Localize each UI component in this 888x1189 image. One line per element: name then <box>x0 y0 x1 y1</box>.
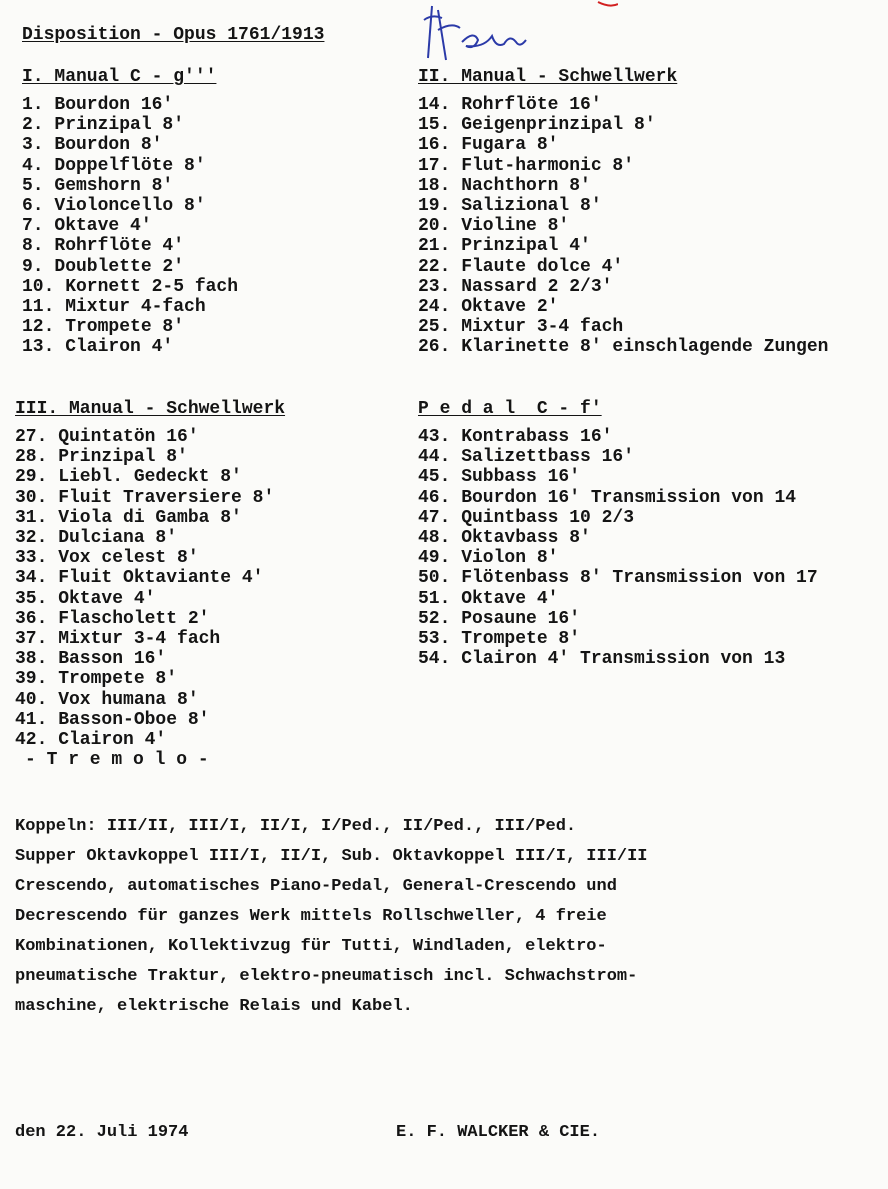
stop-item: 11. Mixtur 4-fach <box>22 297 206 318</box>
tremolo-line: - T r e m o l o - <box>25 750 209 771</box>
stop-item: 26. Klarinette 8' einschlagende Zungen <box>418 337 829 358</box>
stop-item: 5. Gemshorn 8' <box>22 175 174 196</box>
stop-item: 18. Nachthorn 8' <box>418 175 591 196</box>
pedal-heading: P e d a l C - f' <box>418 399 602 419</box>
stop-item: 25. Mixtur 3-4 fach <box>418 317 624 338</box>
stop-item: 36. Flascholett 2' <box>15 608 210 629</box>
manual-2-stop-list <box>418 95 828 358</box>
manual-3-stop-list <box>15 427 274 770</box>
stop-item: 41. Basson-Oboe 8' <box>15 709 210 730</box>
stop-item: 39. Trompete 8' <box>15 669 178 690</box>
stop-item: 48. Oktavbass 8' <box>418 528 591 549</box>
stop-item: 40. Vox humana 8' <box>15 689 199 710</box>
stop-item: 1. Bourdon 16' <box>22 95 174 115</box>
stop-item: 14. Rohrflöte 16' <box>418 95 602 115</box>
stop-item: 50. Flötenbass 8' Transmission von 17 <box>418 568 818 589</box>
manual-1-heading: I. Manual C - g''' <box>22 67 217 87</box>
stop-item: 3. Bourdon 8' <box>22 135 163 156</box>
stop-item: 44. Salizettbass 16' <box>418 447 635 468</box>
document-title: Disposition - Opus 1761/1913 <box>22 25 325 45</box>
stop-item: 37. Mixtur 3-4 fach <box>15 629 221 650</box>
manual-1-stop-list <box>22 95 238 358</box>
footer-company: E. F. WALCKER & CIE. <box>396 1123 601 1142</box>
stop-item: 45. Subbass 16' <box>418 467 581 488</box>
stop-item: 27. Quintatön 16' <box>15 427 199 447</box>
stop-item: 7. Oktave 4' <box>22 216 152 237</box>
stop-item: 17. Flut-harmonic 8' <box>418 155 635 176</box>
stop-item: 42. Clairon 4' <box>15 730 167 751</box>
stop-item: 19. Salizional 8' <box>418 196 602 217</box>
pedal-stop-list <box>418 427 818 669</box>
stop-item: 46. Bourdon 16' Transmission von 14 <box>418 487 797 508</box>
stop-item: 33. Vox celest 8' <box>15 548 199 569</box>
koppeln-line: Kombinationen, Kollektivzug für Tutti, Windladen, elektro- <box>15 937 607 956</box>
stop-item: 30. Fluit Traversiere 8' <box>15 487 275 508</box>
stop-item: 9. Doublette 2' <box>22 256 185 277</box>
stop-item: 35. Oktave 4' <box>15 588 156 609</box>
stop-item: 31. Viola di Gamba 8' <box>15 507 242 528</box>
stop-item: 38. Basson 16' <box>15 649 167 670</box>
stop-item: 51. Oktave 4' <box>418 588 559 609</box>
koppeln-line: Crescendo, automatisches Piano-Pedal, General-Crescendo und <box>15 877 617 896</box>
stop-item: 10. Kornett 2-5 fach <box>22 276 239 297</box>
stop-item: 34. Fluit Oktaviante 4' <box>15 568 264 589</box>
stop-item: 52. Posaune 16' <box>418 608 581 629</box>
stop-item: 47. Quintbass 10 2/3 <box>418 507 635 528</box>
koppeln-line: pneumatische Traktur, elektro-pneumatisch incl. Schwachstrom- <box>15 967 638 986</box>
footer-date: den 22. Juli 1974 <box>15 1123 189 1142</box>
stop-item: 49. Violon 8' <box>418 548 559 569</box>
manual-3-heading: III. Manual - Schwellwerk <box>15 399 286 419</box>
stop-item: 6. Violoncello 8' <box>22 196 206 217</box>
koppeln-line: Supper Oktavkoppel III/I, II/I, Sub. Oktavkoppel III/I, III/II <box>15 847 648 866</box>
stop-item: 4. Doppelflöte 8' <box>22 155 206 176</box>
stop-item: 13. Clairon 4' <box>22 337 174 358</box>
stop-item: 29. Liebl. Gedeckt 8' <box>15 467 242 488</box>
koppeln-line: Koppeln: III/II, III/I, II/I, I/Ped., II/Ped., III/Ped. <box>15 817 577 836</box>
handwritten-note <box>418 0 618 70</box>
stop-item: 23. Nassard 2 2/3' <box>418 276 613 297</box>
stop-item: 16. Fugara 8' <box>418 135 559 156</box>
koppeln-line: maschine, elektrische Relais und Kabel. <box>15 997 413 1016</box>
stop-item: 8. Rohrflöte 4' <box>22 236 185 257</box>
koppeln-line: Decrescendo für ganzes Werk mittels Rollschweller, 4 freie <box>15 907 607 926</box>
stop-item: 22. Flaute dolce 4' <box>418 256 624 277</box>
koppeln-paragraph <box>15 812 875 1022</box>
stop-item: 54. Clairon 4' Transmission von 13 <box>418 649 786 670</box>
manual-2-heading: II. Manual - Schwellwerk <box>418 67 678 87</box>
stop-item: 24. Oktave 2' <box>418 297 559 318</box>
stop-item: 21. Prinzipal 4' <box>418 236 591 257</box>
stop-item: 20. Violine 8' <box>418 216 570 237</box>
stop-item: 28. Prinzipal 8' <box>15 447 188 468</box>
stop-item: 15. Geigenprinzipal 8' <box>418 115 656 136</box>
stop-item: 2. Prinzipal 8' <box>22 115 185 136</box>
stop-item: 32. Dulciana 8' <box>15 528 178 549</box>
stop-item: 12. Trompete 8' <box>22 317 185 338</box>
stop-item: 53. Trompete 8' <box>418 629 581 650</box>
stop-item: 43. Kontrabass 16' <box>418 427 613 447</box>
